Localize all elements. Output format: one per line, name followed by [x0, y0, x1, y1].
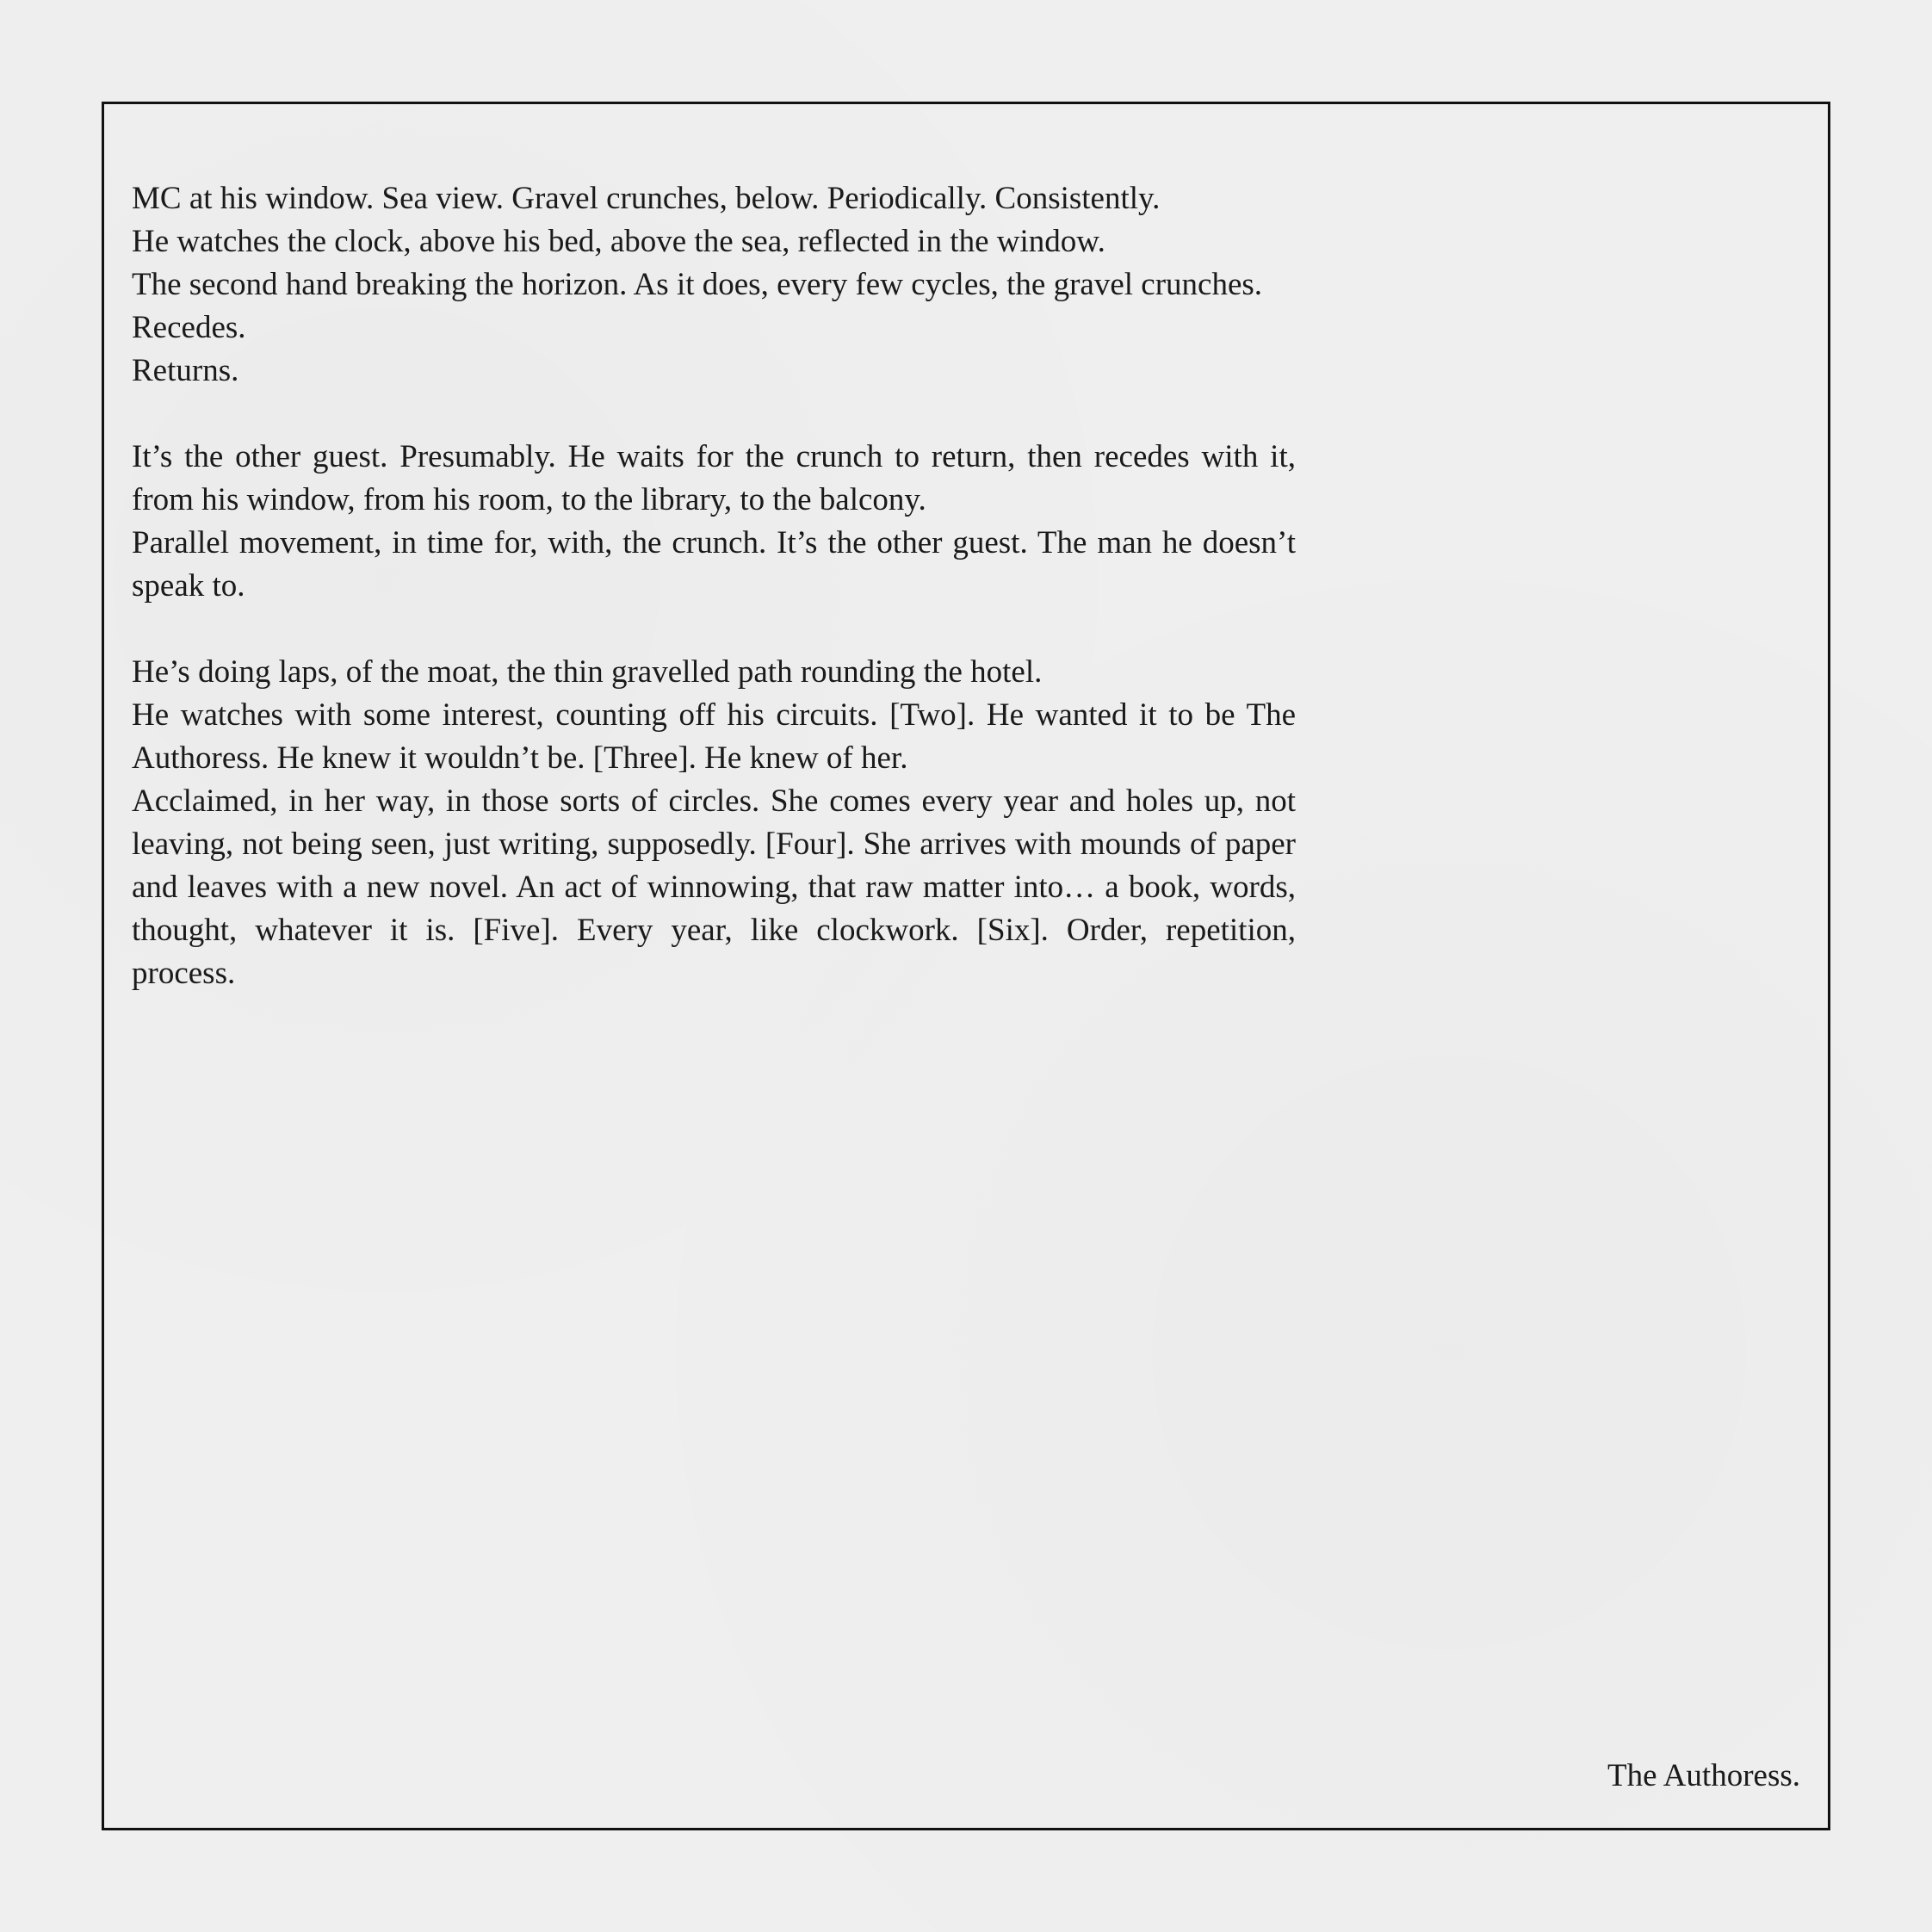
signature: The Authoress. — [1607, 1758, 1800, 1793]
text-line: He watches the clock, above his bed, above the sea, reflected in the window. — [132, 224, 1105, 259]
text-line: Returns. — [132, 353, 239, 388]
paragraph-1 — [132, 177, 1296, 393]
paragraph-2 — [132, 436, 1296, 608]
text-line: He’s doing laps, of the moat, the thin gravelled path rounding the hotel. — [132, 654, 1043, 690]
text-line: It’s the other guest. Presumably. He waits for the crunch to return, then recedes with it, from his window, from his room, to the library, to the balcony. — [132, 439, 1296, 517]
story-text — [132, 177, 1296, 1038]
text-line: Parallel movement, in time for, with, the crunch. It’s the other guest. The man he doesn’t speak to. — [132, 525, 1296, 604]
paragraph-3 — [132, 651, 1296, 995]
text-line: MC at his window. Sea view. Gravel crunches, below. Periodically. Consistently. — [132, 181, 1161, 216]
text-line: He watches with some interest, counting off his circuits. [Two]. He wanted it to be The Authoress. He knew it wouldn’t be. [Three]. He knew of her. — [132, 697, 1296, 776]
page-frame — [102, 102, 1830, 1830]
text-line: The second hand breaking the horizon. As it does, every few cycles, the gravel crunches. — [132, 267, 1263, 302]
text-line: Acclaimed, in her way, in those sorts of circles. She comes every year and holes up, not leaving, not being seen, just writing, supposedly. [Four]. She arrives with mounds of paper and leaves with a new novel. An act of winnowing, that raw matter into… a book, words, thought, whatever it is. [Five]. Every year, like clockwork. [Six]. Order, repetition, process. — [132, 783, 1296, 991]
text-line: Recedes. — [132, 310, 246, 345]
